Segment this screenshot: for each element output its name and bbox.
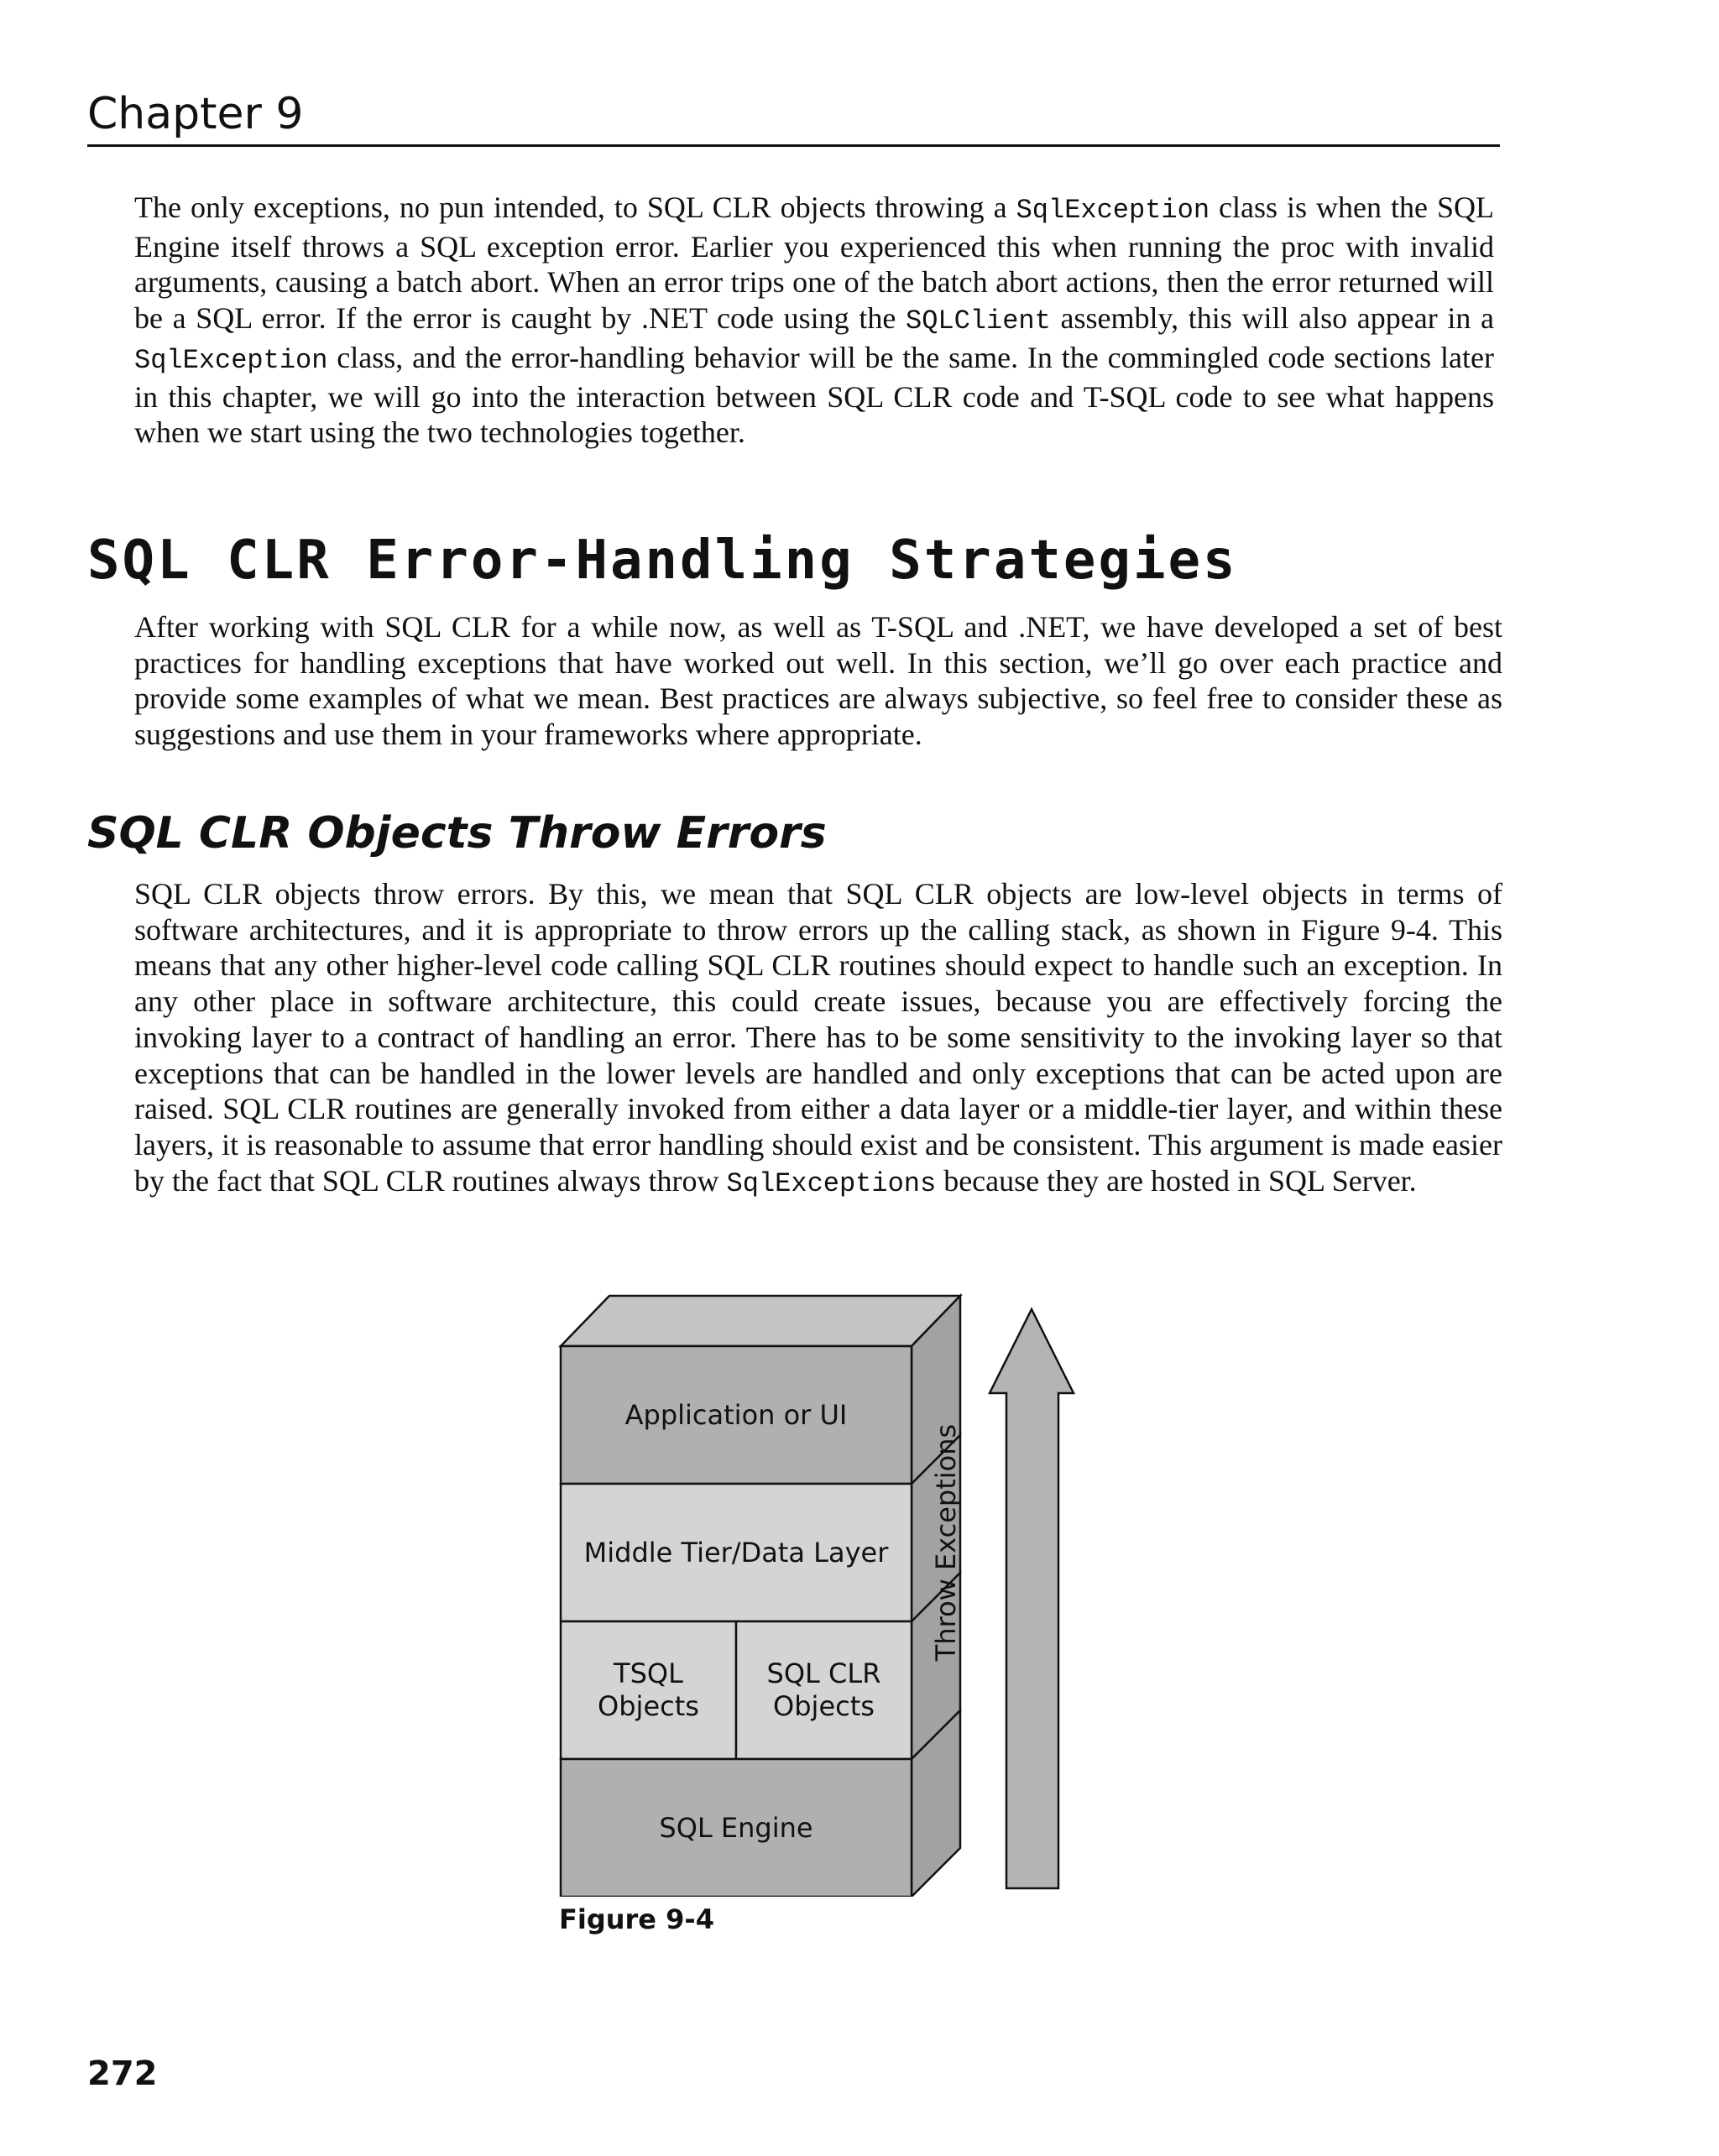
- intro-text-2: class is when the SQL Engine itself throws a SQL exception error. Earlier you experienced this when running the proc with invalid arguments, causing a batch abort. When an error trips one of the batch abort actions, then the error returned will be a SQL error. If the error is caught by .NET code using the: [134, 191, 1494, 336]
- intro-text-1: The only exceptions, no pun intended, to SQL CLR objects throwing a: [134, 191, 1016, 224]
- layer-application-label: Application or UI: [624, 1398, 848, 1431]
- subsection-text-2: because they are hosted in SQL Server.: [936, 1163, 1417, 1198]
- layer-sqlclr-objects-label: SQL CLR Objects: [766, 1657, 881, 1722]
- layer-middle-tier-label: Middle Tier/Data Layer: [583, 1536, 889, 1569]
- intro-paragraph: [134, 190, 1494, 451]
- stack-top-face: [561, 1296, 960, 1346]
- figure-caption: Figure 9-4: [559, 1903, 714, 1935]
- subsection-paragraph: [134, 876, 1502, 1202]
- inline-code-sqlclient: SQLClient: [905, 305, 1051, 337]
- subsection-heading: SQL CLR Objects Throw Errors: [87, 808, 827, 859]
- inline-code-sqlexception: SqlException: [1016, 195, 1210, 226]
- subsection-text-1: SQL CLR objects throw errors. By this, we mean that SQL CLR objects are low-level objects in terms of software architectures, and it is appropriate to throw errors up the calling stack, as shown in Figure 9-4. This means that any other higher-level code calling SQL CLR routines should expect to handle such an exception. In any other place in software architecture, this could create issues, because you are effectively forcing the invoking layer to a contract of handling an error. There has to be some sensitivity to the invoking layer so that exceptions that can be handled in the lower levels are handled and only exceptions that can be acted upon are raised. SQL CLR routines are generally invoked from either a data layer or a middle-tier layer, and within these layers, it is reasonable to assume that error handling should exist and be consistent. This argument is made easier by the fact that SQL CLR routines always throw: [134, 877, 1502, 1198]
- inline-code-sqlexception-2: SqlException: [134, 344, 328, 376]
- layer-sql-engine-label: SQL Engine: [659, 1811, 813, 1844]
- section-paragraph: After working with SQL CLR for a while now, as well as T-SQL and .NET, we have developed a set of best practices for handling exceptions that have worked out well. In this section, we’ll go over each practice and provide some examples of what we mean. Best practices are always subjective, so feel free to consider these as suggestions and use them in your frameworks where appropriate.: [134, 610, 1502, 752]
- section-heading: SQL CLR Error-Handling Strategies: [87, 530, 1238, 592]
- intro-text-3: assembly, this will also appear in a: [1050, 301, 1494, 336]
- architecture-diagram: [554, 1284, 1091, 1935]
- page-number: 272: [87, 2054, 158, 2093]
- intro-text-4: class, and the error-handling behavior will be the same. In the commingled code sections later in this chapter, we will go into the interaction between SQL CLR code and T-SQL code to see what happens when we start using the two technologies together.: [134, 340, 1494, 450]
- arrow-label: Throw Exceptions: [930, 1423, 962, 1662]
- throw-exceptions-arrow: [990, 1309, 1074, 1888]
- layer-tsql-objects-label: TSQL Objects: [598, 1657, 699, 1722]
- chapter-header: Chapter 9: [87, 84, 1500, 147]
- inline-code-sqlexceptions: SqlExceptions: [726, 1167, 937, 1199]
